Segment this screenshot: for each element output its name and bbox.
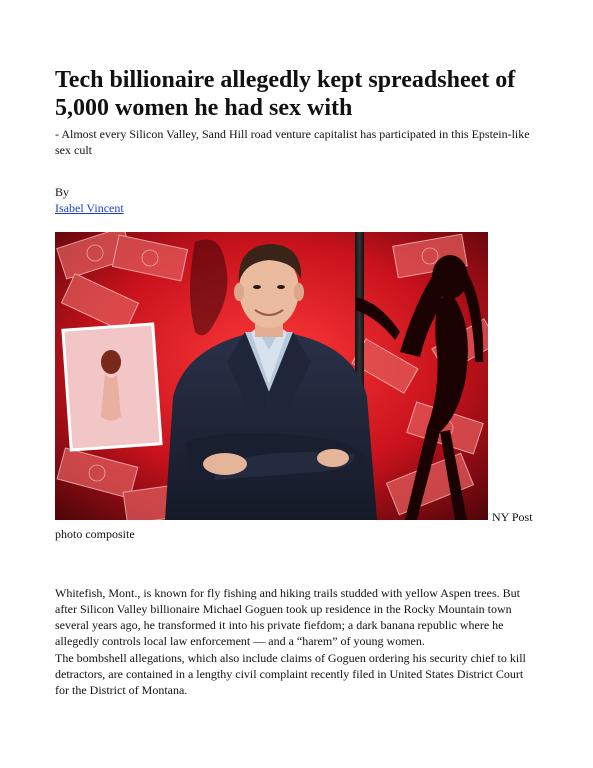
photo-credit: NY Post <box>492 510 533 524</box>
author-link[interactable]: Isabel Vincent <box>55 201 124 215</box>
paragraph-1: Whitefish, Mont., is known for fly fishing and hiking trails studded with yellow Aspen trees. But after Silicon Valley billionaire Michael Goguen took up residence in the Rocky Mountain town several years ago, he transformed it into his private fiefdom; a dark banana republic where he allegedly controls local law enforcement — and a “harem” of young women. <box>55 586 520 648</box>
headline: Tech billionaire allegedly kept spreadsheet of 5,000 women he had sex with <box>55 67 516 121</box>
article-photo <box>55 232 488 520</box>
paragraph-2: The bombshell allegations, which also include claims of Goguen ordering his security chief to kill detractors, are contained in a lengthy civil complaint recently filed in United States District Court for the District of Montana. <box>55 651 526 697</box>
subtitle: - Almost every Silicon Valley, Sand Hill road venture capitalist has participated in this Epstein-like sex cult <box>55 127 530 157</box>
photo-credit-detail: photo composite <box>55 527 135 541</box>
byline-label: By <box>55 185 70 199</box>
